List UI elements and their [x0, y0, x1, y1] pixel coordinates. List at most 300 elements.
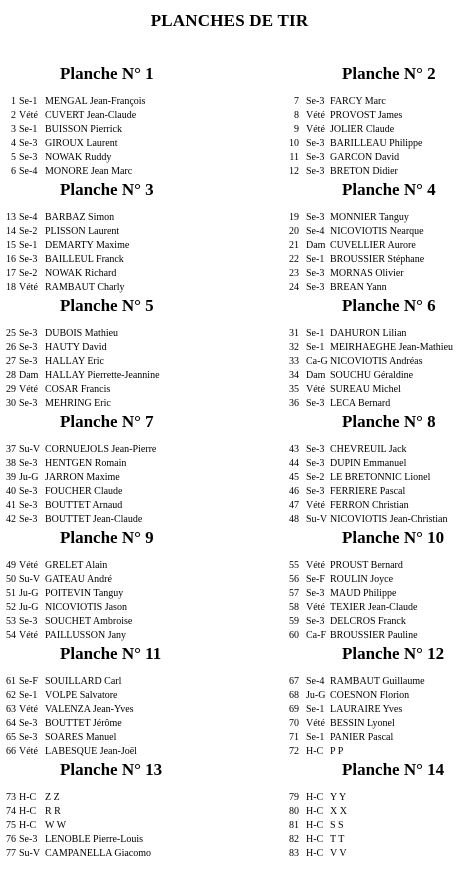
shooter-category: Se-3	[19, 616, 38, 627]
shooter-name: SOUCHU Géraldine	[330, 370, 414, 381]
shooter-category: H-C	[19, 792, 37, 803]
shooter-row	[229, 253, 458, 267]
shooter-category: Se-F	[19, 676, 38, 687]
shooter-row	[0, 745, 229, 759]
shooter-name: NICOVIOTIS Andréas	[330, 356, 423, 367]
shooter-name: BOUTTET Jean-Claude	[45, 514, 143, 525]
planche-block	[229, 64, 458, 180]
planche-title: Planche N° 8	[342, 412, 436, 431]
shooter-number: 36	[289, 398, 299, 409]
shooter-category: Se-4	[19, 212, 38, 223]
shooter-row	[229, 281, 458, 295]
planche-title: Planche N° 9	[60, 528, 154, 547]
shooter-category: Se-3	[19, 328, 38, 339]
shooter-number: 1	[11, 96, 16, 107]
shooter-number: 72	[289, 746, 299, 757]
shooter-name: RAMBAUT Charly	[45, 282, 125, 293]
planche-block	[229, 296, 458, 412]
shooter-name: MORNAS Olivier	[330, 268, 404, 279]
shooter-category: Se-3	[19, 356, 38, 367]
shooter-name: LE BRETONNIC Lionel	[330, 472, 431, 483]
shooter-category: Se-1	[19, 124, 38, 135]
shooter-name: CUVELLIER Aurore	[330, 240, 416, 251]
shooter-category: H-C	[306, 746, 324, 757]
shooter-row	[229, 819, 458, 833]
shooter-category: Vété	[19, 560, 38, 571]
shooter-name: DAHURON Lilian	[330, 328, 407, 339]
shooter-number: 28	[6, 370, 16, 381]
shooter-number: 73	[6, 792, 16, 803]
shooter-name: RAMBAUT Guillaume	[330, 676, 425, 687]
planche-block	[0, 180, 229, 296]
shooter-number: 50	[6, 574, 16, 585]
shooter-row	[0, 559, 229, 573]
shooter-row	[229, 573, 458, 587]
shooter-row	[0, 675, 229, 689]
shooter-row	[229, 847, 458, 861]
shooter-category: Se-3	[19, 500, 38, 511]
shooter-row	[229, 587, 458, 601]
shooter-row	[0, 151, 229, 165]
shooter-category: Su-V	[306, 514, 328, 525]
shooter-name: HAUTY David	[45, 342, 107, 353]
shooter-row	[0, 253, 229, 267]
shooter-category: Se-3	[19, 342, 38, 353]
shooter-category: Vété	[306, 110, 325, 121]
shooter-row	[0, 629, 229, 643]
shooter-category: Se-3	[306, 398, 325, 409]
shooter-row	[229, 267, 458, 281]
shooter-category: Se-3	[19, 514, 38, 525]
shooter-row	[0, 281, 229, 295]
shooter-name: R R	[45, 806, 61, 817]
shooter-number: 26	[6, 342, 16, 353]
shooter-name: SOUILLARD Carl	[45, 676, 122, 687]
shooter-number: 62	[6, 690, 16, 701]
shooter-row	[229, 397, 458, 411]
shooter-row	[229, 717, 458, 731]
shooter-category: Se-4	[306, 676, 325, 687]
shooter-row	[0, 717, 229, 731]
shooter-name: PANIER Pascal	[330, 732, 394, 743]
shooter-row	[0, 137, 229, 151]
shooter-row	[0, 109, 229, 123]
shooter-name: PAILLUSSON Jany	[45, 630, 127, 641]
shooter-category: Se-3	[306, 268, 325, 279]
shooter-name: VALENZA Jean-Yves	[45, 704, 134, 715]
shooter-number: 3	[11, 124, 16, 135]
shooter-number: 69	[289, 704, 299, 715]
shooter-row	[229, 731, 458, 745]
shooter-category: Su-V	[19, 444, 41, 455]
shooter-number: 2	[11, 110, 16, 121]
shooter-name: MEIRHAEGHE Jean-Mathieu	[330, 342, 454, 353]
shooter-category: Ca-F	[306, 630, 326, 641]
shooter-number: 16	[6, 254, 16, 265]
shooter-number: 15	[6, 240, 16, 251]
shooter-number: 75	[6, 820, 16, 831]
shooter-category: Su-V	[19, 848, 41, 859]
shooter-name: MENGAL Jean-François	[45, 96, 146, 107]
shooter-name: MONORE Jean Marc	[45, 166, 133, 177]
shooter-number: 74	[6, 806, 16, 817]
shooter-number: 21	[289, 240, 299, 251]
shooter-row	[0, 573, 229, 587]
planche-block	[0, 760, 229, 876]
shooter-name: FOUCHER Claude	[45, 486, 123, 497]
shooter-number: 64	[6, 718, 16, 729]
shooter-row	[229, 211, 458, 225]
shooter-number: 61	[6, 676, 16, 687]
shooter-name: PROVOST James	[330, 110, 403, 121]
shooter-name: HENTGEN Romain	[45, 458, 127, 469]
shooter-name: MEHRING Eric	[45, 398, 111, 409]
shooter-name: P P	[330, 746, 344, 757]
shooter-row	[229, 239, 458, 253]
shooter-number: 8	[294, 110, 299, 121]
shooter-name: COSAR Francis	[45, 384, 111, 395]
shooter-category: Dam	[306, 240, 326, 251]
shooter-row	[229, 369, 458, 383]
shooter-category: Vété	[306, 602, 325, 613]
shooter-category: Se-1	[306, 328, 325, 339]
shooter-category: Ju-G	[19, 472, 39, 483]
shooter-category: Se-2	[19, 268, 38, 279]
shooter-row	[229, 615, 458, 629]
shooter-number: 23	[289, 268, 299, 279]
shooter-row	[229, 327, 458, 341]
shooter-number: 81	[289, 820, 299, 831]
shooter-category: H-C	[306, 792, 324, 803]
shooter-name: V V	[330, 848, 347, 859]
shooter-row	[0, 485, 229, 499]
shooter-row	[0, 383, 229, 397]
planche-title: Planche N° 11	[60, 644, 162, 663]
shooter-category: H-C	[19, 806, 37, 817]
left-column	[0, 64, 229, 876]
shooter-number: 41	[6, 500, 16, 511]
shooter-number: 33	[289, 356, 299, 367]
shooter-row	[229, 151, 458, 165]
shooter-row	[229, 165, 458, 179]
shooter-category: H-C	[306, 820, 324, 831]
shooter-number: 42	[6, 514, 16, 525]
planche-block	[229, 528, 458, 644]
shooter-name: BUISSON Pierrick	[45, 124, 122, 135]
shooter-number: 17	[6, 268, 16, 279]
shooter-number: 45	[289, 472, 299, 483]
shooter-number: 6	[11, 166, 16, 177]
planche-title: Planche N° 3	[60, 180, 154, 199]
shooter-name: NICOVIOTIS Nearque	[330, 226, 424, 237]
shooter-category: Se-3	[19, 152, 38, 163]
planche-block	[0, 296, 229, 412]
shooter-name: Y Y	[330, 792, 347, 803]
shooter-row	[0, 513, 229, 527]
shooter-category: Vété	[306, 124, 325, 135]
shooter-row	[229, 95, 458, 109]
shooter-name: NOWAK Ruddy	[45, 152, 112, 163]
shooter-name: ROULIN Joyce	[330, 574, 394, 585]
shooter-category: Se-4	[306, 226, 325, 237]
shooter-number: 35	[289, 384, 299, 395]
shooter-number: 57	[289, 588, 299, 599]
shooter-number: 59	[289, 616, 299, 627]
planche-block	[229, 412, 458, 528]
shooter-number: 32	[289, 342, 299, 353]
shooter-row	[0, 327, 229, 341]
planche-title: Planche N° 7	[60, 412, 154, 431]
shooter-category: Ca-G	[306, 356, 328, 367]
shooter-name: Z Z	[45, 792, 60, 803]
planche-block	[0, 528, 229, 644]
shooter-row	[229, 805, 458, 819]
shooter-name: HALLAY Pierrette-Jeannine	[45, 370, 160, 381]
shooter-category: Se-2	[306, 472, 325, 483]
shooter-number: 22	[289, 254, 299, 265]
shooter-name: FERRIERE Pascal	[330, 486, 406, 497]
shooter-number: 7	[294, 96, 299, 107]
shooter-name: MONNIER Tanguy	[330, 212, 409, 223]
shooter-row	[0, 499, 229, 513]
shooter-category: Dam	[306, 370, 326, 381]
shooter-category: Se-3	[306, 96, 325, 107]
shooter-name: BESSIN Lyonel	[330, 718, 395, 729]
shooter-row	[0, 689, 229, 703]
shooter-category: Se-3	[306, 212, 325, 223]
shooter-category: Vété	[19, 384, 38, 395]
shooter-name: BREAN Yann	[330, 282, 387, 293]
shooter-category: Vété	[19, 282, 38, 293]
shooter-row	[0, 847, 229, 861]
shooter-category: Se-3	[19, 834, 38, 845]
shooter-category: Se-3	[306, 282, 325, 293]
shooter-name: DEMARTY Maxime	[45, 240, 130, 251]
shooter-number: 43	[289, 444, 299, 455]
shooter-name: JOLIER Claude	[330, 124, 395, 135]
shooter-row	[0, 369, 229, 383]
shooter-name: BAILLEUL Franck	[45, 254, 124, 265]
shooter-category: Se-2	[19, 226, 38, 237]
shooter-number: 49	[6, 560, 16, 571]
shooter-row	[229, 341, 458, 355]
page-title: PLANCHES DE TIR	[150, 11, 309, 30]
shooter-name: LECA Bernard	[330, 398, 391, 409]
shooter-category: Se-1	[306, 704, 325, 715]
right-column	[229, 64, 458, 876]
shooter-name: T T	[330, 834, 345, 845]
shooter-name: S S	[330, 820, 344, 831]
shooter-name: FARCY Marc	[330, 96, 386, 107]
shooter-number: 70	[289, 718, 299, 729]
shooter-category: Ju-G	[306, 690, 326, 701]
shooter-name: JARRON Maxime	[45, 472, 120, 483]
shooter-name: PROUST Bernard	[330, 560, 403, 571]
shooter-row	[229, 443, 458, 457]
shooter-number: 79	[289, 792, 299, 803]
shooter-category: Se-3	[19, 718, 38, 729]
shooter-number: 48	[289, 514, 299, 525]
shooter-name: LENOBLE Pierre-Louis	[45, 834, 144, 845]
shooter-name: MAUD Philippe	[330, 588, 397, 599]
planche-title: Planche N° 2	[342, 64, 436, 83]
shooter-category: Dam	[19, 370, 39, 381]
shooter-category: Ju-G	[19, 588, 39, 599]
shooter-number: 44	[289, 458, 299, 469]
shooter-row	[0, 703, 229, 717]
shooter-row	[229, 109, 458, 123]
shooter-row	[229, 513, 458, 527]
shooter-name: HALLAY Eric	[45, 356, 104, 367]
shooter-category: H-C	[306, 848, 324, 859]
shooter-number: 11	[289, 152, 299, 163]
shooter-name: POITEVIN Tanguy	[45, 588, 124, 599]
shooter-row	[0, 833, 229, 847]
shooter-category: Se-3	[19, 486, 38, 497]
shooter-row	[0, 615, 229, 629]
shooter-name: CAMPANELLA Giacomo	[45, 848, 152, 859]
shooter-number: 77	[6, 848, 16, 859]
shooter-row	[0, 587, 229, 601]
shooter-number: 63	[6, 704, 16, 715]
shooter-number: 66	[6, 746, 16, 757]
shooter-name: X X	[330, 806, 347, 817]
shooter-name: CUVERT Jean-Claude	[45, 110, 137, 121]
shooter-row	[229, 457, 458, 471]
shooter-category: Se-3	[306, 444, 325, 455]
shooter-row	[0, 457, 229, 471]
shooter-category: Se-3	[306, 138, 325, 149]
shooter-row	[0, 95, 229, 109]
planche-block	[229, 180, 458, 296]
planche-title: Planche N° 5	[60, 296, 154, 315]
shooter-number: 14	[6, 226, 16, 237]
shooter-name: DUBOIS Mathieu	[45, 328, 119, 339]
shooter-number: 68	[289, 690, 299, 701]
shooter-number: 12	[289, 166, 299, 177]
shooter-name: SOARES Manuel	[45, 732, 117, 743]
shooter-number: 53	[6, 616, 16, 627]
shooter-name: FERRON Christian	[330, 500, 409, 511]
shooter-name: NICOVIOTIS Jason	[45, 602, 127, 613]
shooter-number: 4	[11, 138, 16, 149]
shooter-name: GARCON David	[330, 152, 400, 163]
shooter-row	[229, 383, 458, 397]
shooter-number: 55	[289, 560, 299, 571]
shooter-number: 82	[289, 834, 299, 845]
shooter-row	[229, 629, 458, 643]
shooter-row	[229, 689, 458, 703]
shooter-row	[0, 239, 229, 253]
shooter-row	[229, 703, 458, 717]
shooter-number: 67	[289, 676, 299, 687]
shooter-number: 60	[289, 630, 299, 641]
shooter-number: 30	[6, 398, 16, 409]
shooter-number: 46	[289, 486, 299, 497]
shooter-name: COESNON Florion	[330, 690, 410, 701]
shooter-row	[0, 471, 229, 485]
planche-title: Planche N° 4	[342, 180, 436, 199]
shooter-row	[229, 791, 458, 805]
planche-title: Planche N° 13	[60, 760, 163, 779]
shooter-row	[229, 675, 458, 689]
shooter-number: 58	[289, 602, 299, 613]
shooter-row	[0, 791, 229, 805]
shooter-number: 52	[6, 602, 16, 613]
shooter-row	[0, 267, 229, 281]
shooter-row	[0, 731, 229, 745]
shooter-name: W W	[45, 820, 67, 831]
shooter-row	[229, 225, 458, 239]
planche-block	[229, 644, 458, 760]
planche-title: Planche N° 12	[342, 644, 445, 663]
shooter-category: Se-3	[306, 152, 325, 163]
shooter-name: NOWAK Richard	[45, 268, 117, 279]
shooter-category: Se-1	[306, 254, 325, 265]
shooter-category: Vété	[306, 560, 325, 571]
shooter-number: 83	[289, 848, 299, 859]
shooter-category: Se-1	[19, 96, 38, 107]
shooter-category: Vété	[306, 384, 325, 395]
shooter-category: H-C	[306, 834, 324, 845]
shooter-number: 19	[289, 212, 299, 223]
shooter-number: 71	[289, 732, 299, 743]
shooter-number: 5	[11, 152, 16, 163]
shooter-number: 39	[6, 472, 16, 483]
shooter-number: 56	[289, 574, 299, 585]
shooter-number: 54	[6, 630, 16, 641]
shooter-name: SOUCHET Ambroise	[45, 616, 133, 627]
planche-block	[229, 760, 458, 876]
shooter-row	[229, 559, 458, 573]
shooter-row	[0, 355, 229, 369]
shooter-category: Se-3	[19, 398, 38, 409]
shooter-row	[0, 211, 229, 225]
shooter-number: 13	[6, 212, 16, 223]
shooter-row	[0, 397, 229, 411]
shooter-category: Vété	[306, 500, 325, 511]
shooter-category: Se-3	[19, 138, 38, 149]
shooter-number: 80	[289, 806, 299, 817]
shooter-row	[229, 471, 458, 485]
shooter-name: SUREAU Michel	[330, 384, 401, 395]
shooter-category: Se-4	[19, 166, 38, 177]
shooter-category: Vété	[306, 718, 325, 729]
shooter-category: Su-V	[19, 574, 41, 585]
shooter-number: 40	[6, 486, 16, 497]
shooter-category: Se-3	[19, 458, 38, 469]
shooter-name: DUPIN Emmanuel	[330, 458, 407, 469]
shooter-name: TEXIER Jean-Claude	[330, 602, 418, 613]
shooter-number: 31	[289, 328, 299, 339]
shooter-category: Se-3	[306, 458, 325, 469]
planche-block	[0, 412, 229, 528]
shooter-number: 24	[289, 282, 299, 293]
shooter-category: H-C	[306, 806, 324, 817]
shooter-row	[229, 601, 458, 615]
shooter-number: 47	[289, 500, 299, 511]
shooter-name: BOUTTET Arnaud	[45, 500, 123, 511]
shooter-row	[0, 341, 229, 355]
shooter-number: 34	[289, 370, 299, 381]
shooter-number: 25	[6, 328, 16, 339]
shooter-name: GRELET Alain	[45, 560, 108, 571]
shooter-name: NICOVIOTIS Jean-Christian	[330, 514, 448, 525]
shooter-name: BRETON Didier	[330, 166, 398, 177]
shooter-category: Se-3	[306, 166, 325, 177]
shooter-number: 9	[294, 124, 299, 135]
shooter-name: DELCROS Franck	[330, 616, 406, 627]
